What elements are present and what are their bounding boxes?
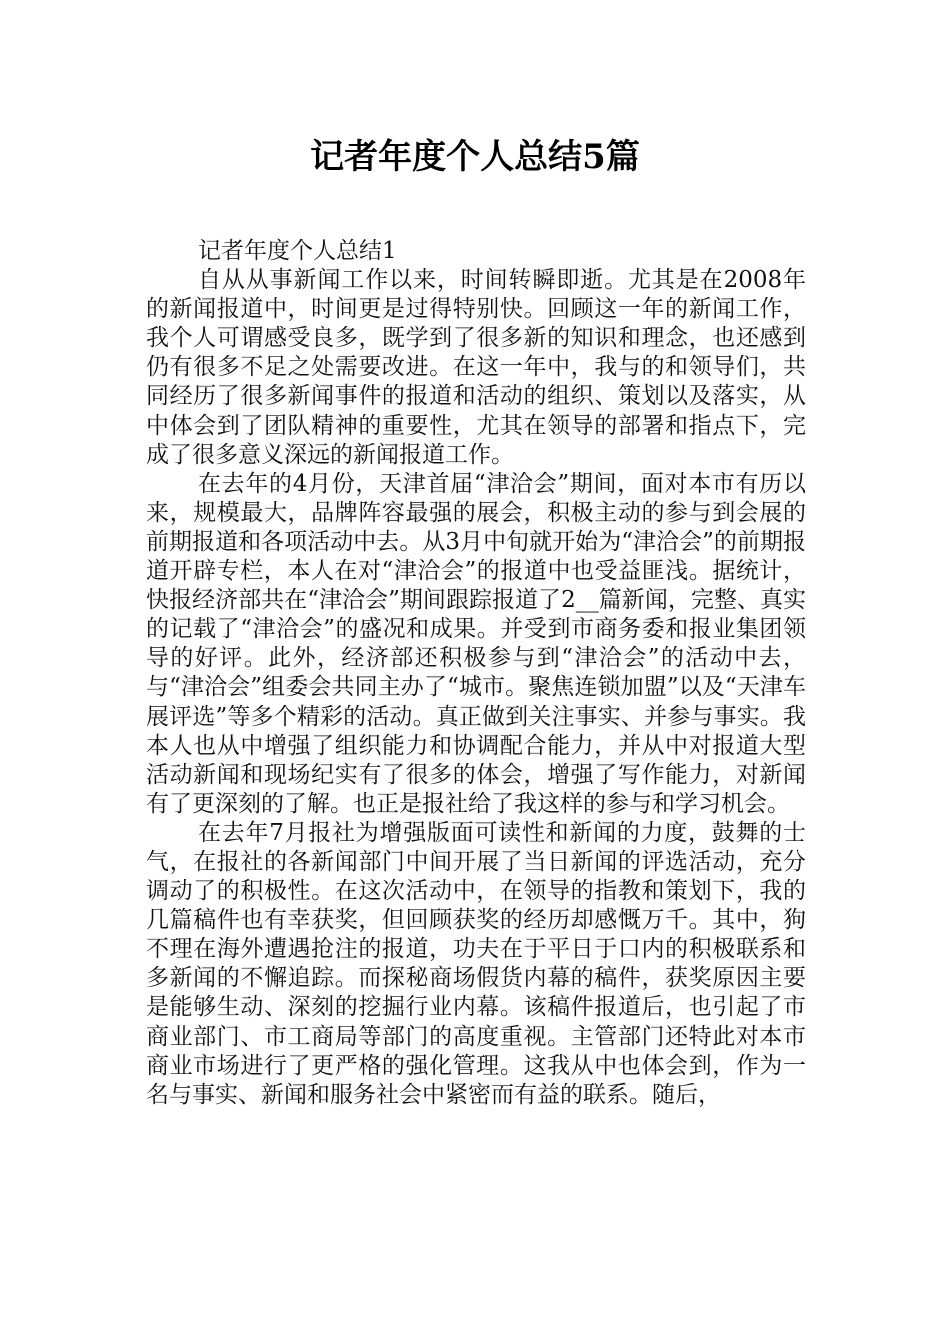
paragraph-3: 在去年7月报社为增强版面可读性和新闻的力度，鼓舞的士气，在报社的各新闻部门中间开展了当日新闻的评选活动，充分调动了的积极性。在这次活动中，在领导的指教和策划下，我的几篇稿件也有幸获奖，但回顾获奖的经历却感慨万千。其中，狗不理在海外遭遇抢注的报道，功夫在于平日于口内的积极联系和多新闻的不懈追踪。而探秘商场假货内幕的稿件，获奖原因主要是能够生动、深刻的挖掘行业内幕。该稿件报道后，也引起了市商业部门、市工商局等部门的高度重视。主管部门还特此对本市商业市场进行了更严格的强化管理。这我从中也体会到，作为一名与事实、新闻和服务社会中紧密而有益的联系。随后， [146,819,806,1108]
section-heading: 记者年度个人总结1 [198,238,397,264]
paragraph-2: 在去年的4月份，天津首届“津洽会”期间，面对本市有历以来，规模最大，品牌阵容最强的展会，积极主动的参与到会展的前期报道和各项活动中去。从3月中旬就开始为“津洽会”的前期报道开辟专栏，本人在对“津洽会”的报道中也受益匪浅。据统计，快报经济部共在“津洽会”期间跟踪报道了2__篇新闻，完整、真实的记载了“津洽会”的盛况和成果。并受到市商务委和报业集团领导的好评。此外，经济部还积极参与到“津洽会”的活动中去，与“津洽会”组委会共同主办了“城市。聚焦连锁加盟”以及“天津车展评选”等多个精彩的活动。真正做到关注事实、并参与事实。我本人也从中增强了组织能力和协调配合能力，并从中对报道大型活动新闻和现场纪实有了很多的体会，增强了写作能力，对新闻有了更深刻的了解。也正是报社给了我这样的参与和学习机会。 [146,470,806,817]
paragraph-1: 自从从事新闻工作以来，时间转瞬即逝。尤其是在2008年的新闻报道中，时间更是过得特别快。回顾这一年的新闻工作，我个人可谓感受良多，既学到了很多新的知识和理念，也还感到仍有很多不足之处需要改进。在这一年中，我与的和领导们，共同经历了很多新闻事件的报道和活动的组织、策划以及落实，从中体会到了团队精神的重要性，尤其在领导的部署和指点下，完成了很多意义深远的新闻报道工作。 [146,267,806,468]
document-body [146,237,806,1110]
document-title: 记者年度个人总结5篇 [310,137,640,177]
